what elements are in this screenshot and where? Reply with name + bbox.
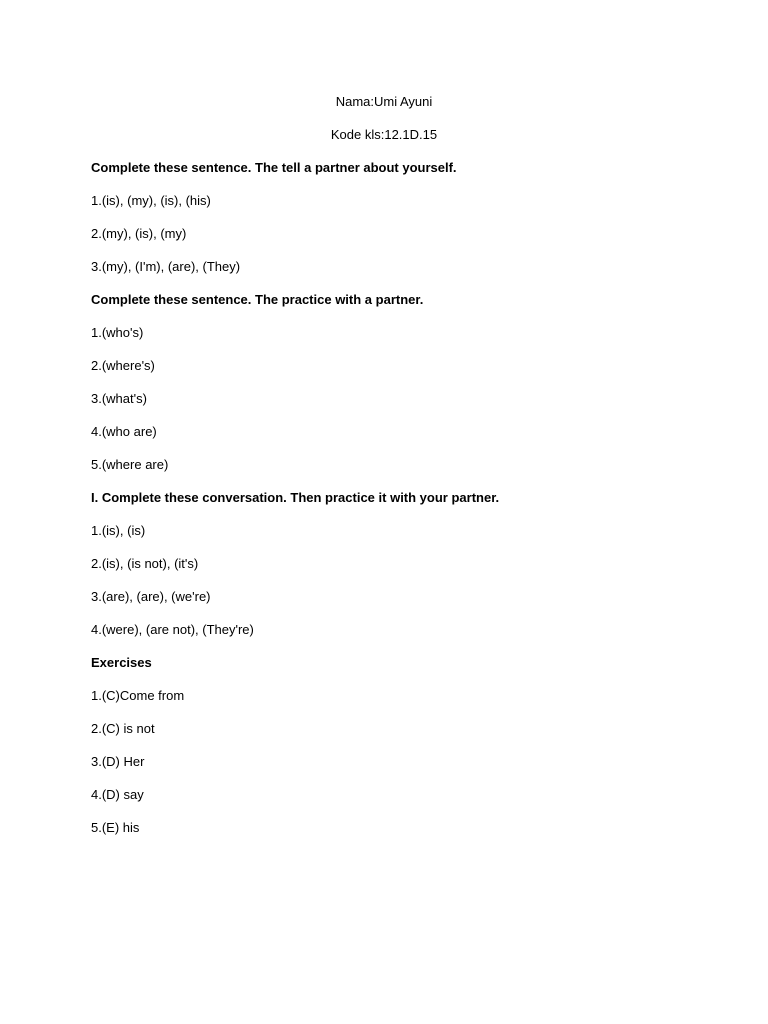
list-item: 4.(were), (are not), (They're) bbox=[91, 622, 254, 637]
list-item: 1.(who's) bbox=[91, 325, 144, 340]
list-item: 2.(is), (is not), (it's) bbox=[91, 556, 199, 571]
list-item: 1.(is), (is) bbox=[91, 523, 146, 538]
list-item: 2.(where's) bbox=[91, 358, 155, 373]
list-item: 3.(my), (I'm), (are), (They) bbox=[91, 259, 241, 274]
list-item: 3.(what's) bbox=[91, 391, 147, 406]
list-item: 2.(C) is not bbox=[91, 721, 155, 736]
list-item: 5.(E) his bbox=[91, 820, 140, 835]
list-item: 4.(D) say bbox=[91, 787, 144, 802]
section-heading-3: I. Complete these conversation. Then practice it with your partner. bbox=[91, 490, 500, 505]
list-item: 1.(C)Come from bbox=[91, 688, 185, 703]
section-heading-4: Exercises bbox=[91, 655, 152, 670]
list-item: 2.(my), (is), (my) bbox=[91, 226, 187, 241]
section-heading-1: Complete these sentence. The tell a partner about yourself. bbox=[91, 160, 457, 175]
student-name: Nama:Umi Ayuni bbox=[335, 94, 433, 109]
list-item: 5.(where are) bbox=[91, 457, 169, 472]
list-item: 1.(is), (my), (is), (his) bbox=[91, 193, 211, 208]
list-item: 3.(D) Her bbox=[91, 754, 145, 769]
list-item: 4.(who are) bbox=[91, 424, 157, 439]
list-item: 3.(are), (are), (we're) bbox=[91, 589, 211, 604]
class-code: Kode kls:12.1D.15 bbox=[330, 127, 438, 142]
section-heading-2: Complete these sentence. The practice with a partner. bbox=[91, 292, 424, 307]
